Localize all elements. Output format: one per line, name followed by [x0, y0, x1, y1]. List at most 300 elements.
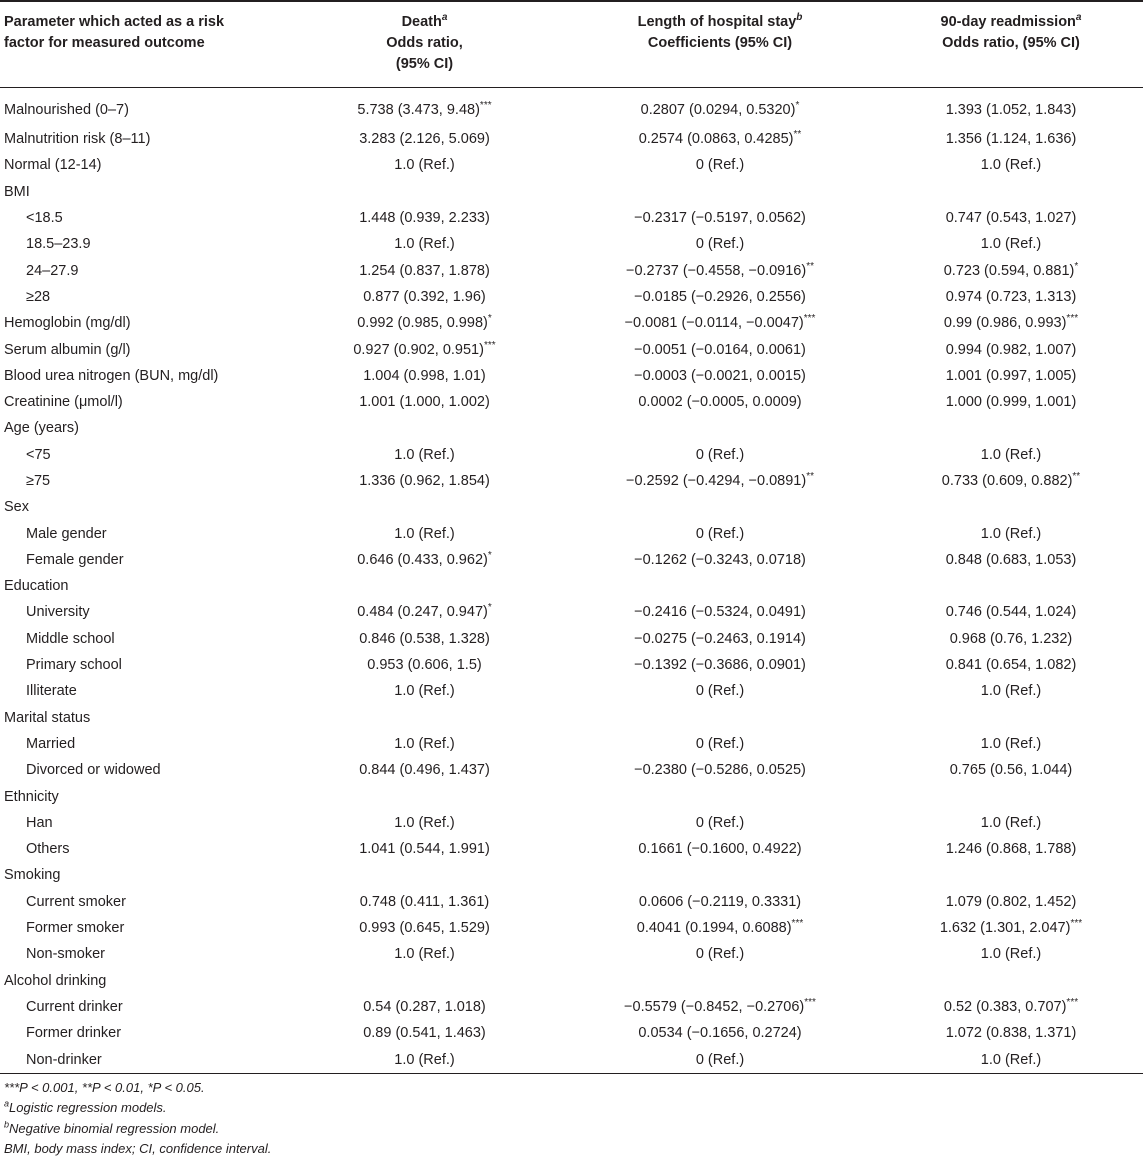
table-row — [0, 1046, 1143, 1073]
readmission-value: 0.52 (0.383, 0.707) — [943, 998, 1067, 1015]
los-coefficient-cell — [561, 941, 879, 967]
death-value-cell — [288, 652, 561, 678]
table-row — [0, 336, 1143, 362]
table-row — [0, 231, 1143, 257]
header-row — [0, 2, 1143, 88]
los-coefficient-significance: ** — [793, 129, 802, 141]
header-readmission — [879, 2, 1143, 88]
table-row — [0, 152, 1143, 178]
death-value: 0.89 (0.541, 1.463) — [363, 1025, 486, 1042]
death-value-cell — [288, 205, 561, 231]
header-readmission-line2: Odds ratio, (95% CI) — [942, 35, 1080, 51]
row-label: Sex — [4, 499, 29, 516]
readmission-value-cell — [879, 88, 1143, 127]
table-row — [0, 257, 1143, 283]
los-coefficient: −0.0051 (−0.0164, 0.0061) — [634, 341, 806, 358]
death-value: 1.0 (Ref.) — [394, 236, 455, 253]
los-coefficient: −0.1262 (−0.3243, 0.0718) — [634, 551, 806, 568]
los-coefficient: −0.2416 (−0.5324, 0.0491) — [634, 604, 806, 621]
death-value-cell — [288, 363, 561, 389]
los-coefficient-cell — [561, 1046, 879, 1073]
header-death-title: Death — [401, 14, 442, 30]
death-value: 1.0 (Ref.) — [394, 157, 455, 174]
death-value: 1.0 (Ref.) — [394, 446, 455, 463]
death-value-cell — [288, 941, 561, 967]
death-value-cell — [288, 889, 561, 915]
death-value-cell — [288, 310, 561, 336]
footnote-a-marker: a — [4, 1098, 10, 1109]
readmission-value-cell — [879, 573, 1143, 599]
readmission-value: 1.0 (Ref.) — [980, 525, 1042, 542]
readmission-value-cell — [879, 915, 1143, 941]
readmission-value: 1.0 (Ref.) — [980, 683, 1042, 700]
table-row — [0, 573, 1143, 599]
table-row — [0, 941, 1143, 967]
row-label: Middle school — [26, 630, 115, 647]
los-coefficient-cell — [561, 363, 879, 389]
death-value: 0.927 (0.902, 0.951) — [353, 341, 484, 358]
row-label: Divorced or widowed — [26, 762, 161, 779]
death-value-significance: * — [487, 602, 492, 614]
los-coefficient-significance: *** — [804, 997, 816, 1009]
table-row — [0, 415, 1143, 441]
readmission-value: 1.0 (Ref.) — [980, 1051, 1042, 1068]
death-value: 1.041 (0.544, 1.991) — [359, 841, 490, 858]
readmission-value-cell — [879, 310, 1143, 336]
row-label: Male gender — [26, 525, 107, 542]
row-label: ≥28 — [26, 288, 51, 305]
death-value: 1.0 (Ref.) — [394, 525, 455, 542]
los-coefficient-cell — [561, 783, 879, 809]
row-label: Malnourished (0–7) — [4, 102, 129, 118]
readmission-value-cell — [879, 231, 1143, 257]
death-value-cell — [288, 836, 561, 862]
death-value: 1.0 (Ref.) — [394, 683, 455, 700]
readmission-value-cell — [879, 152, 1143, 178]
table-row — [0, 1020, 1143, 1046]
los-coefficient: 0.2574 (0.0863, 0.4285) — [638, 131, 794, 148]
footnote-b-marker: b — [4, 1119, 10, 1130]
table-header — [0, 1, 1143, 88]
readmission-value-cell — [879, 810, 1143, 836]
los-coefficient-cell — [561, 547, 879, 573]
table-row — [0, 442, 1143, 468]
los-coefficient-cell — [561, 652, 879, 678]
readmission-value-cell — [879, 941, 1143, 967]
table-row — [0, 731, 1143, 757]
death-value-significance: * — [487, 550, 492, 562]
death-value: 1.254 (0.837, 1.878) — [359, 262, 490, 279]
los-coefficient-cell — [561, 310, 879, 336]
readmission-value-cell — [879, 678, 1143, 704]
los-coefficient-cell — [561, 810, 879, 836]
los-coefficient: −0.0185 (−0.2926, 0.2556) — [634, 288, 806, 305]
row-label: Smoking — [4, 867, 61, 884]
table-row — [0, 205, 1143, 231]
los-coefficient-cell — [561, 705, 879, 731]
death-value-significance: *** — [479, 100, 492, 112]
table-row — [0, 810, 1143, 836]
table-row — [0, 915, 1143, 941]
death-value: 0.484 (0.247, 0.947) — [357, 604, 488, 621]
los-coefficient-cell — [561, 862, 879, 888]
readmission-value: 1.001 (0.997, 1.005) — [945, 367, 1077, 384]
death-value: 0.953 (0.606, 1.5) — [367, 657, 482, 674]
readmission-value: 1.0 (Ref.) — [980, 946, 1042, 963]
los-coefficient: 0.2807 (0.0294, 0.5320) — [640, 102, 796, 118]
los-coefficient-cell — [561, 179, 879, 205]
los-coefficient-cell — [561, 284, 879, 310]
readmission-value-cell — [879, 126, 1143, 152]
row-label: Alcohol drinking — [4, 972, 107, 989]
row-label: Normal (12-14) — [4, 157, 102, 174]
readmission-value: 1.393 (1.052, 1.843) — [945, 102, 1077, 118]
los-coefficient: −0.0003 (−0.0021, 0.0015) — [634, 367, 806, 384]
death-value-cell — [288, 415, 561, 441]
footnote-b-text: Negative binomial regression model. — [9, 1120, 220, 1136]
los-coefficient-cell — [561, 836, 879, 862]
table-row — [0, 468, 1143, 494]
readmission-value: 0.747 (0.543, 1.027) — [945, 210, 1077, 227]
death-value-cell — [288, 810, 561, 836]
los-coefficient: 0 (Ref.) — [695, 735, 745, 752]
readmission-value: 1.0 (Ref.) — [980, 236, 1042, 253]
row-label: 24–27.9 — [26, 262, 79, 279]
death-value-cell — [288, 468, 561, 494]
row-label: <18.5 — [26, 210, 63, 227]
death-value: 1.448 (0.939, 2.233) — [359, 210, 490, 227]
los-coefficient-significance: *** — [803, 313, 816, 325]
header-los-title: Length of hospital stay — [637, 14, 797, 30]
readmission-value-cell — [879, 889, 1143, 915]
table-row — [0, 363, 1143, 389]
header-death-sup: a — [441, 12, 448, 24]
death-value: 1.0 (Ref.) — [394, 814, 455, 831]
table-row — [0, 520, 1143, 546]
los-coefficient-cell — [561, 152, 879, 178]
readmission-value: 0.848 (0.683, 1.053) — [945, 551, 1077, 568]
row-label: Blood urea nitrogen (BUN, mg/dl) — [4, 367, 219, 384]
los-coefficient: −0.0275 (−0.2463, 0.1914) — [634, 630, 806, 647]
death-value-cell — [288, 705, 561, 731]
los-coefficient: 0.1661 (−0.1600, 0.4922) — [638, 841, 802, 858]
readmission-value-cell — [879, 599, 1143, 625]
death-value: 1.004 (0.998, 1.01) — [363, 367, 486, 384]
los-coefficient-cell — [561, 88, 879, 127]
los-coefficient: −0.5579 (−0.8452, −0.2706) — [624, 998, 805, 1015]
readmission-value-significance: *** — [1070, 918, 1083, 930]
footnote-a-text: Logistic regression models. — [9, 1100, 167, 1116]
table-row — [0, 757, 1143, 783]
table-footnotes — [0, 1074, 1143, 1160]
table-row — [0, 494, 1143, 520]
los-coefficient-cell — [561, 626, 879, 652]
readmission-value: 1.0 (Ref.) — [980, 157, 1042, 174]
row-label: Han — [26, 814, 53, 831]
death-value: 0.877 (0.392, 1.96) — [363, 288, 486, 305]
death-value-cell — [288, 389, 561, 415]
death-value-cell — [288, 626, 561, 652]
los-coefficient-cell — [561, 126, 879, 152]
los-coefficient: −0.0081 (−0.0114, −0.0047) — [624, 315, 804, 332]
death-value-cell — [288, 179, 561, 205]
readmission-value: 0.733 (0.609, 0.882) — [941, 473, 1073, 489]
readmission-value: 0.994 (0.982, 1.007) — [945, 341, 1077, 358]
los-coefficient: −0.2380 (−0.5286, 0.0525) — [634, 762, 806, 779]
los-coefficient-cell — [561, 757, 879, 783]
row-label: Age (years) — [4, 420, 79, 437]
row-label: Married — [26, 735, 76, 752]
row-label: ≥75 — [26, 473, 51, 489]
los-coefficient-cell — [561, 968, 879, 994]
los-coefficient-cell — [561, 678, 879, 704]
death-value-cell — [288, 915, 561, 941]
death-value-cell — [288, 573, 561, 599]
death-value-cell — [288, 547, 561, 573]
row-label: Primary school — [26, 657, 122, 674]
readmission-value-cell — [879, 442, 1143, 468]
los-coefficient-cell — [561, 257, 879, 283]
readmission-value-cell — [879, 705, 1143, 731]
death-value-cell — [288, 257, 561, 283]
readmission-value-cell — [879, 862, 1143, 888]
los-coefficient-cell — [561, 731, 879, 757]
readmission-value: 1.246 (0.868, 1.788) — [945, 841, 1077, 858]
row-label: Serum albumin (g/l) — [4, 341, 131, 358]
header-los-sup: b — [796, 12, 803, 24]
los-coefficient-significance: ** — [806, 260, 814, 272]
death-value: 0.844 (0.496, 1.437) — [359, 762, 490, 779]
row-label: University — [26, 604, 90, 621]
table-row — [0, 889, 1143, 915]
table-row — [0, 126, 1143, 152]
table-body — [0, 88, 1143, 1074]
readmission-value-significance: ** — [1072, 471, 1081, 483]
los-coefficient: 0 (Ref.) — [695, 946, 745, 963]
readmission-value-cell — [879, 257, 1143, 283]
death-value: 0.992 (0.985, 0.998) — [357, 315, 488, 332]
death-value: 0.846 (0.538, 1.328) — [359, 630, 490, 647]
death-value-cell — [288, 678, 561, 704]
header-parameter — [0, 2, 288, 88]
readmission-value: 1.072 (0.838, 1.371) — [945, 1025, 1077, 1042]
table-row — [0, 968, 1143, 994]
death-value-cell — [288, 152, 561, 178]
footnote-abbreviations: BMI, body mass index; CI, confidence interval. — [4, 1141, 272, 1157]
death-value: 0.748 (0.411, 1.361) — [359, 893, 490, 910]
los-coefficient-cell — [561, 915, 879, 941]
table-row — [0, 310, 1143, 336]
readmission-value-cell — [879, 520, 1143, 546]
table-row — [0, 678, 1143, 704]
row-label: Current smoker — [26, 893, 126, 910]
table-row — [0, 994, 1143, 1020]
death-value-cell — [288, 494, 561, 520]
table-row — [0, 705, 1143, 731]
death-value-cell — [288, 599, 561, 625]
row-label: <75 — [26, 446, 51, 463]
table-row — [0, 179, 1143, 205]
header-los — [561, 2, 879, 88]
readmission-value-cell — [879, 284, 1143, 310]
row-label: Education — [4, 578, 69, 595]
death-value: 0.54 (0.287, 1.018) — [363, 998, 486, 1015]
death-value-cell — [288, 994, 561, 1020]
death-value-cell — [288, 442, 561, 468]
readmission-value-cell — [879, 783, 1143, 809]
los-coefficient-cell — [561, 994, 879, 1020]
readmission-value: 1.079 (0.802, 1.452) — [945, 893, 1077, 910]
readmission-value-cell — [879, 731, 1143, 757]
death-value: 1.0 (Ref.) — [394, 735, 455, 752]
table-row — [0, 599, 1143, 625]
readmission-value: 0.841 (0.654, 1.082) — [945, 657, 1077, 674]
death-value-cell — [288, 862, 561, 888]
death-value: 1.336 (0.962, 1.854) — [359, 473, 490, 489]
readmission-value-cell — [879, 1020, 1143, 1046]
death-value-cell — [288, 757, 561, 783]
table-row — [0, 547, 1143, 573]
readmission-value-cell — [879, 389, 1143, 415]
readmission-value-significance: *** — [1066, 313, 1079, 325]
death-value-cell — [288, 1046, 561, 1073]
readmission-value-cell — [879, 415, 1143, 441]
readmission-value-cell — [879, 547, 1143, 573]
table-row — [0, 389, 1143, 415]
death-value: 1.0 (Ref.) — [394, 1051, 455, 1068]
death-value: 1.001 (1.000, 1.002) — [359, 394, 490, 411]
readmission-value: 1.0 (Ref.) — [980, 735, 1042, 752]
readmission-value-cell — [879, 205, 1143, 231]
readmission-value-cell — [879, 652, 1143, 678]
row-label: Ethnicity — [4, 788, 59, 805]
readmission-value-cell — [879, 468, 1143, 494]
los-coefficient: 0 (Ref.) — [695, 236, 745, 253]
death-value-significance: *** — [483, 339, 496, 351]
row-label: Non-drinker — [0, 1046, 288, 1073]
readmission-value-significance: *** — [1066, 997, 1079, 1009]
los-coefficient: −0.2592 (−0.4294, −0.0891) — [626, 473, 807, 489]
los-coefficient: −0.2737 (−0.4558, −0.0916) — [626, 262, 807, 279]
header-death-line3: (95% CI) — [395, 56, 454, 72]
los-coefficient: 0.0534 (−0.1656, 0.2724) — [638, 1025, 802, 1042]
los-coefficient: 0 (Ref.) — [695, 446, 745, 463]
los-coefficient-significance: ** — [806, 471, 814, 483]
readmission-value-cell — [879, 836, 1143, 862]
los-coefficient: −0.2317 (−0.5197, 0.0562) — [634, 210, 806, 227]
death-value-cell — [288, 284, 561, 310]
header-los-line2: Coefficients (95% CI) — [647, 35, 793, 51]
death-value-cell — [288, 88, 561, 127]
table-row — [0, 862, 1143, 888]
readmission-value-cell — [879, 968, 1143, 994]
los-coefficient: 0 (Ref.) — [695, 525, 745, 542]
death-value: 1.0 (Ref.) — [394, 946, 455, 963]
readmission-value: 1.356 (1.124, 1.636) — [945, 131, 1077, 148]
table-row — [0, 783, 1143, 809]
death-value-cell — [288, 968, 561, 994]
row-label: Creatinine (μmol/l) — [4, 394, 123, 411]
row-label: Illiterate — [26, 683, 77, 700]
row-label: Hemoglobin (mg/dl) — [4, 315, 131, 332]
readmission-value-cell — [879, 336, 1143, 362]
table-row — [0, 652, 1143, 678]
los-coefficient-cell — [561, 442, 879, 468]
los-coefficient-cell — [561, 520, 879, 546]
readmission-value: 0.746 (0.544, 1.024) — [945, 604, 1077, 621]
death-value: 0.993 (0.645, 1.529) — [359, 920, 490, 937]
table-row — [0, 88, 1143, 127]
death-value: 5.738 (3.473, 9.48) — [357, 102, 480, 118]
readmission-value-cell — [879, 757, 1143, 783]
readmission-value-cell — [879, 626, 1143, 652]
los-coefficient-cell — [561, 336, 879, 362]
footnote-b — [4, 1119, 1139, 1140]
readmission-value: 0.968 (0.76, 1.232) — [949, 630, 1073, 647]
readmission-value: 0.723 (0.594, 0.881) — [943, 262, 1075, 279]
los-coefficient-cell — [561, 468, 879, 494]
readmission-value-cell — [879, 363, 1143, 389]
header-parameter-line1: Parameter which acted as a risk — [4, 14, 225, 30]
death-value: 3.283 (2.126, 5.069) — [359, 131, 490, 148]
row-label: Others — [26, 841, 70, 858]
readmission-value: 1.0 (Ref.) — [980, 814, 1042, 831]
table-row — [0, 836, 1143, 862]
los-coefficient-significance: * — [795, 100, 800, 112]
los-coefficient: 0 (Ref.) — [695, 1051, 745, 1068]
los-coefficient-cell — [561, 205, 879, 231]
row-label: Current drinker — [26, 998, 123, 1015]
los-coefficient-cell — [561, 231, 879, 257]
row-label: BMI — [4, 183, 30, 200]
row-label: Former drinker — [26, 1025, 122, 1042]
row-label: Marital status — [4, 709, 91, 726]
los-coefficient-cell — [561, 415, 879, 441]
footnote-a — [4, 1098, 1139, 1119]
death-value-cell — [288, 126, 561, 152]
readmission-value-cell — [879, 494, 1143, 520]
death-value-cell — [288, 731, 561, 757]
los-coefficient: 0 (Ref.) — [695, 683, 745, 700]
row-label: Malnutrition risk (8–11) — [4, 131, 151, 148]
readmission-value: 0.99 (0.986, 0.993) — [943, 315, 1067, 332]
header-death — [288, 2, 561, 88]
row-label: Non-smoker — [26, 946, 105, 963]
death-value-cell — [288, 1020, 561, 1046]
los-coefficient: 0 (Ref.) — [695, 814, 745, 831]
header-death-line2: Odds ratio, — [386, 35, 463, 51]
los-coefficient-cell — [561, 573, 879, 599]
row-label: 18.5–23.9 — [26, 236, 91, 253]
footnote-significance: ***P < 0.001, **P < 0.01, *P < 0.05. — [4, 1079, 205, 1095]
los-coefficient-cell — [561, 599, 879, 625]
los-coefficient-cell — [561, 1020, 879, 1046]
readmission-value-cell — [879, 179, 1143, 205]
header-parameter-line2: factor for measured outcome — [4, 35, 205, 51]
readmission-value-cell — [879, 1046, 1143, 1073]
readmission-value: 1.632 (1.301, 2.047) — [939, 920, 1071, 937]
death-value-cell — [288, 783, 561, 809]
los-coefficient: 0.0606 (−0.2119, 0.3331) — [638, 893, 802, 910]
los-coefficient-significance: *** — [791, 918, 804, 930]
row-label: Female gender — [26, 551, 124, 568]
los-coefficient: −0.1392 (−0.3686, 0.0901) — [634, 657, 806, 674]
readmission-value: 0.974 (0.723, 1.313) — [945, 288, 1077, 305]
table-row — [0, 284, 1143, 310]
death-value-cell — [288, 520, 561, 546]
death-value-significance: * — [487, 313, 492, 325]
header-readmission-sup: a — [1075, 12, 1082, 24]
